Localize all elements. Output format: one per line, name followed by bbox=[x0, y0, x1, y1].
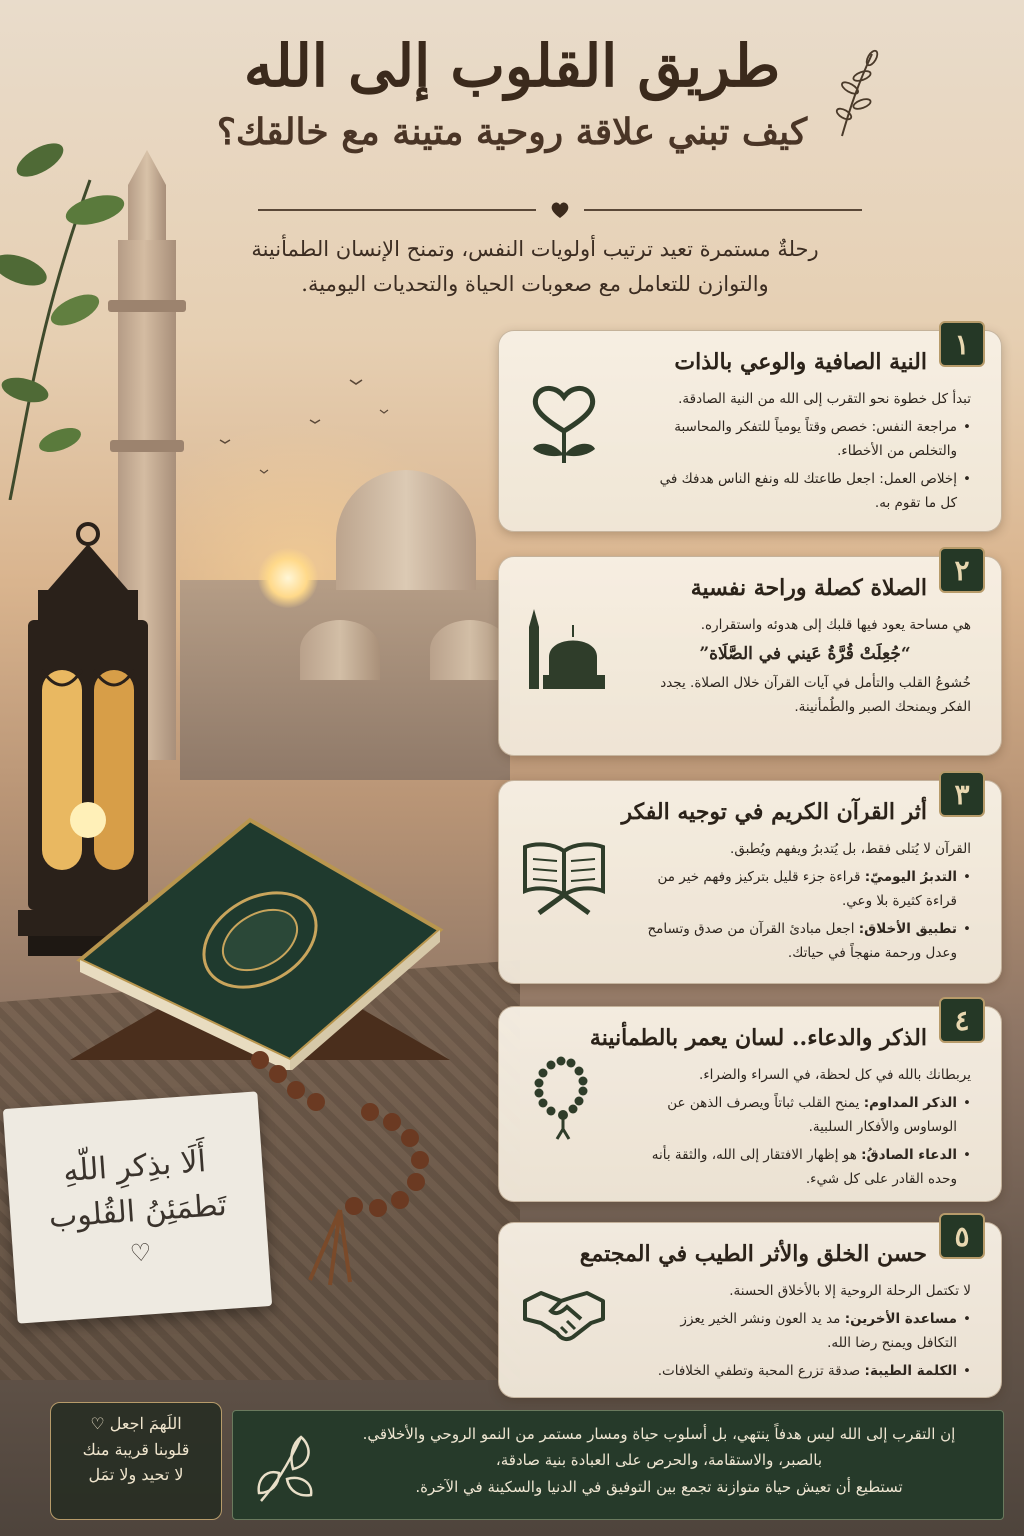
item-key: تطبيق الأخلاق: bbox=[858, 921, 957, 938]
page-subtitle: كيف تبني علاقة روحية متينة مع خالقك؟ bbox=[216, 110, 808, 153]
card-title: الصلاة كصلة وراحة نفسية bbox=[690, 575, 927, 601]
mosque-building bbox=[180, 580, 510, 780]
mosque-small-dome bbox=[300, 620, 380, 680]
item-text: اجعل طاعتك لله ونفع الناس هدفك في كل ما تقوم به. bbox=[659, 471, 957, 512]
item-text: مد يد العون ونشر الخير يعزز التكافل ويمنح رضا الله. bbox=[680, 1311, 957, 1352]
hadith-quote: “جُعِلَتْ قُرَّةُ عَيني في الصَّلَاة” bbox=[699, 644, 911, 665]
plant-leaves-icon bbox=[0, 120, 150, 500]
list-item bbox=[639, 1143, 971, 1191]
list-item bbox=[639, 1359, 971, 1383]
dua-line: لا تحيد ولا تمَل bbox=[88, 1465, 184, 1485]
intro-line: والتوازن للتعامل مع صعوبات الحياة والتحديات اليومية. bbox=[301, 271, 769, 296]
card-dhikr bbox=[498, 1003, 1002, 1202]
header-divider bbox=[258, 200, 862, 220]
card-quran bbox=[498, 777, 1002, 984]
card-prayer bbox=[498, 553, 1002, 756]
step-badge: ٥ bbox=[939, 1213, 985, 1259]
mosque-icon bbox=[521, 605, 607, 691]
step-badge: ٤ bbox=[939, 997, 985, 1043]
intro-paragraph bbox=[150, 232, 920, 301]
conclusion-banner bbox=[232, 1410, 1004, 1520]
list-item bbox=[639, 467, 971, 515]
item-text: خصص وقتاً يومياً للتفكر والمحاسبة والتخلص من الأخطاء. bbox=[674, 419, 957, 460]
card-tail: خُشوعُ القلب والتأمل في آيات القرآن خلال الصلاة. يجدد الفكر ويمنحك الصبر والطُمأنينة. bbox=[660, 675, 971, 716]
heart-outline-icon: ♡ bbox=[128, 1237, 153, 1268]
heart-outline-icon: ♡ bbox=[90, 1414, 105, 1433]
list-item bbox=[639, 865, 971, 913]
item-text: اجعل مبادئ القرآن من صدق وتسامح وعدل ورحمة منهجاً في حياتك. bbox=[647, 921, 957, 962]
sun bbox=[258, 548, 318, 608]
dua-text: اللَهمَ اجعل bbox=[109, 1414, 182, 1433]
card-list bbox=[639, 415, 971, 515]
card-title: حسن الخلق والأثر الطيب في المجتمع bbox=[579, 1241, 927, 1267]
card-list bbox=[639, 865, 971, 965]
step-badge: ٢ bbox=[939, 547, 985, 593]
dua-box bbox=[50, 1402, 222, 1520]
list-item bbox=[639, 1091, 971, 1139]
leaves-icon bbox=[251, 1429, 321, 1505]
card-title: النية الصافية والوعي بالذات bbox=[674, 349, 927, 375]
item-key: إخلاص العمل: bbox=[879, 471, 957, 488]
card-lead: هي مساحة يعود فيها قلبك إلى هدوئه واستقراره. bbox=[700, 617, 971, 633]
item-key: التدبرُ اليوميّ: bbox=[864, 869, 957, 886]
list-item bbox=[639, 1307, 971, 1355]
item-text: صدقة تزرع المحبة وتطفي الخلافات. bbox=[657, 1363, 861, 1380]
item-key: الذكر المداوم: bbox=[863, 1095, 957, 1112]
card-title: أثر القرآن الكريم في توجيه الفكر bbox=[621, 799, 927, 825]
step-badge: ٣ bbox=[939, 771, 985, 817]
dua-line bbox=[51, 1411, 221, 1437]
card-title: الذكر والدعاء.. لسان يعمر بالطمأنينة bbox=[589, 1025, 927, 1051]
list-item bbox=[639, 917, 971, 965]
card-list bbox=[639, 1307, 971, 1383]
item-key: مساعدة الأخرين: bbox=[844, 1311, 957, 1328]
note-verse-line: أَلَا بذِكرِ اللّهِ bbox=[62, 1143, 208, 1189]
quran-book-icon bbox=[60, 810, 460, 1070]
conclusion-line: بالصبر، والاستقامة، والحرص على العبادة بنية صادقة، bbox=[495, 1451, 823, 1470]
item-text: يمنح القلب ثباتاً ويصرف الذهن عن الوساوس والأفكار السلبية. bbox=[667, 1095, 957, 1136]
dua-line: قلوبنا قريبة منك bbox=[82, 1439, 190, 1459]
birds-icon bbox=[150, 360, 390, 500]
card-good-character bbox=[498, 1219, 1002, 1398]
item-key: الدعاء الصادقُ: bbox=[861, 1147, 957, 1164]
card-pure-intention bbox=[498, 327, 1002, 532]
heart-icon bbox=[550, 200, 570, 220]
conclusion-line: إن التقرب إلى الله ليس هدفاً ينتهي، بل أسلوب حياة ومسار مستمر من النمو الروحي والأخلاقي. bbox=[362, 1425, 956, 1443]
item-text: قراءة جزء قليل بتركيز وفهم خير من قراءة كثيرة بلا وعي. bbox=[657, 869, 957, 910]
card-list bbox=[639, 1091, 971, 1191]
note-verse-line: تَطمَئِنُ القُلوب bbox=[47, 1187, 228, 1235]
page-header bbox=[0, 30, 1024, 153]
page-title: طريق القلوب إلى الله bbox=[243, 32, 781, 100]
open-quran-icon bbox=[521, 829, 607, 915]
item-key: الكلمة الطيبة: bbox=[864, 1363, 957, 1380]
step-badge: ١ bbox=[939, 321, 985, 367]
olive-branch-icon bbox=[832, 48, 882, 138]
card-lead: لا تكتمل الرحلة الروحية إلا بالأخلاق الحسنة. bbox=[729, 1283, 971, 1299]
item-key: مراجعة النفس: bbox=[871, 419, 957, 436]
prayer-beads-icon bbox=[521, 1055, 607, 1141]
list-item bbox=[639, 415, 971, 463]
card-lead: تبدأ كل خطوة نحو التقرب إلى الله من النية الصادقة. bbox=[678, 391, 971, 407]
item-text: هو إظهار الافتقار إلى الله، والثقة بأنه وحده القادر على كل شيء. bbox=[651, 1147, 957, 1188]
intro-line: رحلةٌ مستمرة تعيد ترتيب أولويات النفس، وتمنح الإنسان الطمأنينة bbox=[251, 237, 819, 261]
card-lead: يربطانك بالله في كل لحظة، في السراء والضراء. bbox=[699, 1067, 971, 1083]
handshake-icon bbox=[521, 1267, 607, 1353]
conclusion-line: تستطيع أن تعيش حياة متوازنة تجمع بين التوفيق في الدنيا والسكينة في الآخرة. bbox=[415, 1477, 903, 1496]
heart-sprout-icon bbox=[521, 379, 607, 465]
verse-note-card bbox=[3, 1091, 272, 1323]
card-lead: القرآن لا يُتلى فقط، بل يُتدبرُ ويفهم ويُطبق. bbox=[730, 841, 971, 857]
